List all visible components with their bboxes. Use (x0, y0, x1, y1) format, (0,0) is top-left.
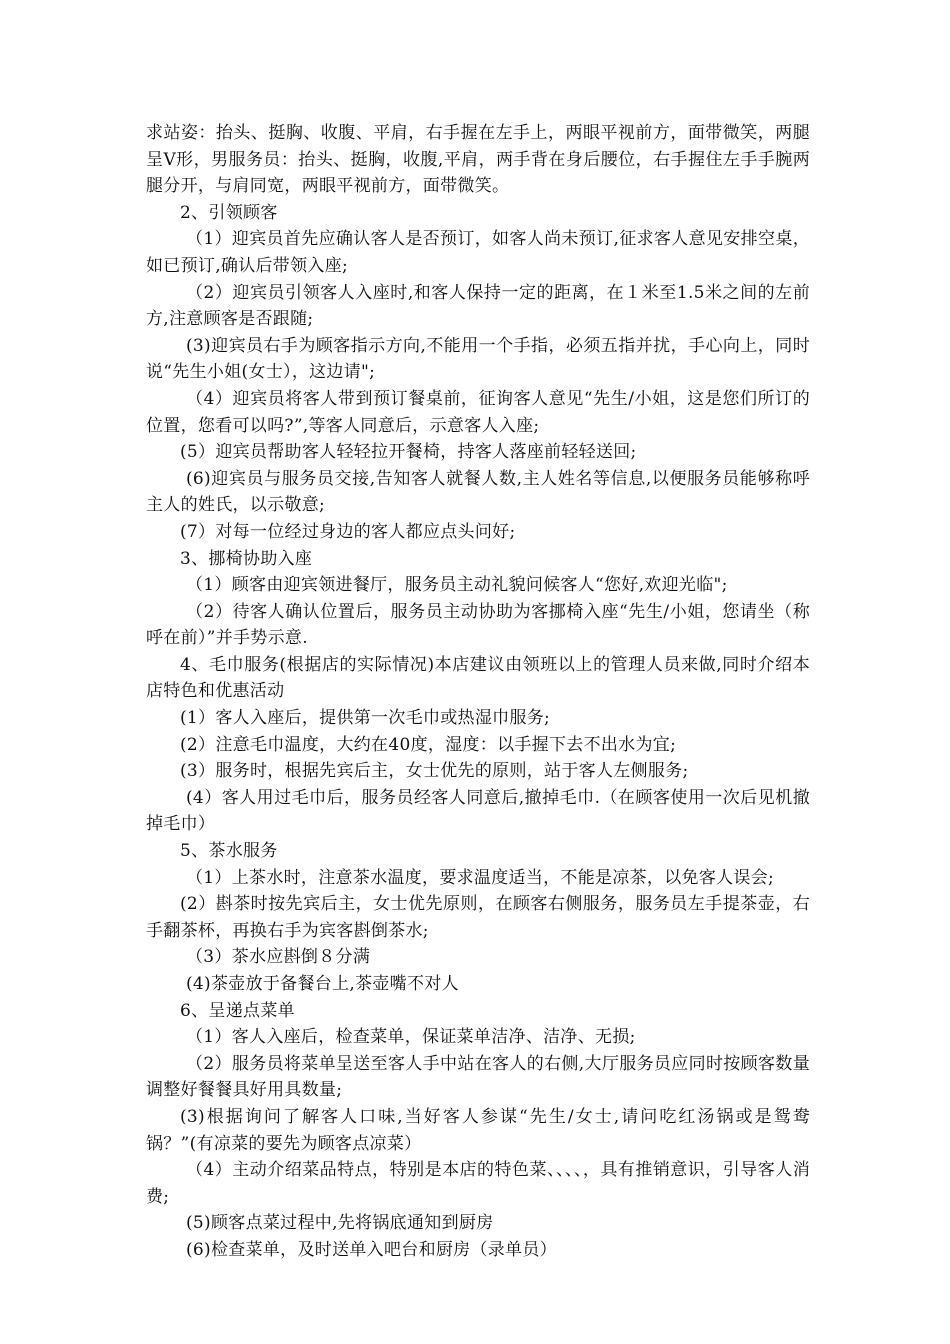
paragraph: (3)迎宾员右手为顾客指示方向,不能用一个手指，必须五指并扰，手心向上，同时说“先生小姐(女士），这边请"; (146, 335, 810, 383)
paragraph: （3）茶水应斟倒８分满 (186, 947, 371, 968)
paragraph: (1）客人入座后，提供第一次毛巾或热湿巾服务; (180, 708, 551, 729)
paragraph: （4）迎宾员将客人带到预订餐桌前，征询客人意见“先生/小姐，这是您们所订的位置，您看可以吗?”,等客人同意后，示意客人入座; (146, 388, 810, 436)
section-heading: 3、挪椅协助入座 (180, 548, 313, 569)
document-page (146, 120, 810, 1264)
paragraph: (4)茶壶放于备餐台上,茶壶嘴不对人 (186, 974, 459, 994)
paragraph: （1）客人入座后，检查菜单，保证菜单洁净、洁净、无损; (186, 1027, 636, 1048)
paragraph: (5)顾客点菜过程中,先将锅底通知到厨房 (186, 1213, 494, 1234)
paragraph: （1）上茶水时，注意茶水温度，要求温度适当，不能是凉茶，以免客人误会; (186, 867, 775, 888)
paragraph: (2）斟茶时按先宾后主，女士优先原则，在顾客右侧服务，服务员左手提茶壶，右手翻茶杯，再换右手为宾客斟倒茶水; (146, 894, 810, 941)
section-heading: 5、茶水服务 (180, 841, 278, 862)
paragraph: （1）迎宾员首先应确认客人是否预订，如客人尚未预订,征求客人意见安排空桌，如已预订,确认后带领入座; (146, 229, 810, 276)
paragraph: (5）迎宾员帮助客人轻轻拉开餐椅，持客人落座前轻轻送回; (180, 442, 637, 463)
paragraph: （2）迎宾员引领客人入座时,和客人保持一定的距离，在１米至1.5米之间的左前方,注意顾客是否跟随; (146, 282, 810, 330)
paragraph: (3)根据询问了解客人口味,当好客人参谋“先生/女士,请问吃红汤锅或是鸳鸯锅？”(有凉菜的要先为顾客点凉菜） (146, 1106, 810, 1154)
paragraph: （4）主动介绍菜品特点，特别是本店的特色菜、、、、，具有推销意识，引导客人消费; (146, 1160, 810, 1207)
paragraph: (6)检查菜单，及时送单入吧台和厨房（录单员） (186, 1239, 557, 1260)
section-heading: 2、引领顾客 (180, 202, 278, 223)
paragraph: （2）服务员将菜单呈送至客人手中站在客人的右侧,大厅服务员应同时按顾客数量调整好餐餐具好用具数量; (146, 1053, 810, 1101)
paragraph: (3）服务时，根据先宾后主，女士优先的原则，站于客人左侧服务; (180, 761, 689, 782)
paragraph: （1）顾客由迎宾领进餐厅，服务员主动礼貌问候客人“您好,欢迎光临"; (186, 575, 728, 596)
paragraph: (4）客人用过毛巾后，服务员经客人同意后,撤掉毛巾.（在顾客使用一次后见机撤掉毛巾） (146, 787, 810, 835)
paragraph: （2）待客人确认位置后，服务员主动协助为客挪椅入座“先生/小姐，您请坐（称呼在前）”并手势示意. (146, 601, 810, 649)
paragraph: (7）对每一位经过身边的客人都应点头问好; (180, 521, 516, 542)
paragraph: (6)迎宾员与服务员交接,告知客人就餐人数,主人姓名等信息,以便服务员能够称呼主人的姓氏，以示敬意; (146, 468, 810, 516)
section-heading: 4、毛巾服务(根据店的实际情况)本店建议由领班以上的管理人员来做,同时介绍本店特色和优惠活动 (146, 654, 810, 702)
paragraph: (2）注意毛巾温度，大约在40度，湿度：以手握下去不出水为宜; (180, 734, 677, 755)
paragraph: 求站姿：抬头、挺胸、收腹、平肩，右手握在左手上，两眼平视前方，面带微笑，两腿呈V形，男服务员：抬头、挺胸，收腹,平肩，两手背在身后腰位，右手握住左手手腕两腿分开，与肩同宽，两眼平视前方，面带微笑。 (146, 123, 810, 197)
section-heading: 6、呈递点菜单 (180, 1000, 295, 1021)
